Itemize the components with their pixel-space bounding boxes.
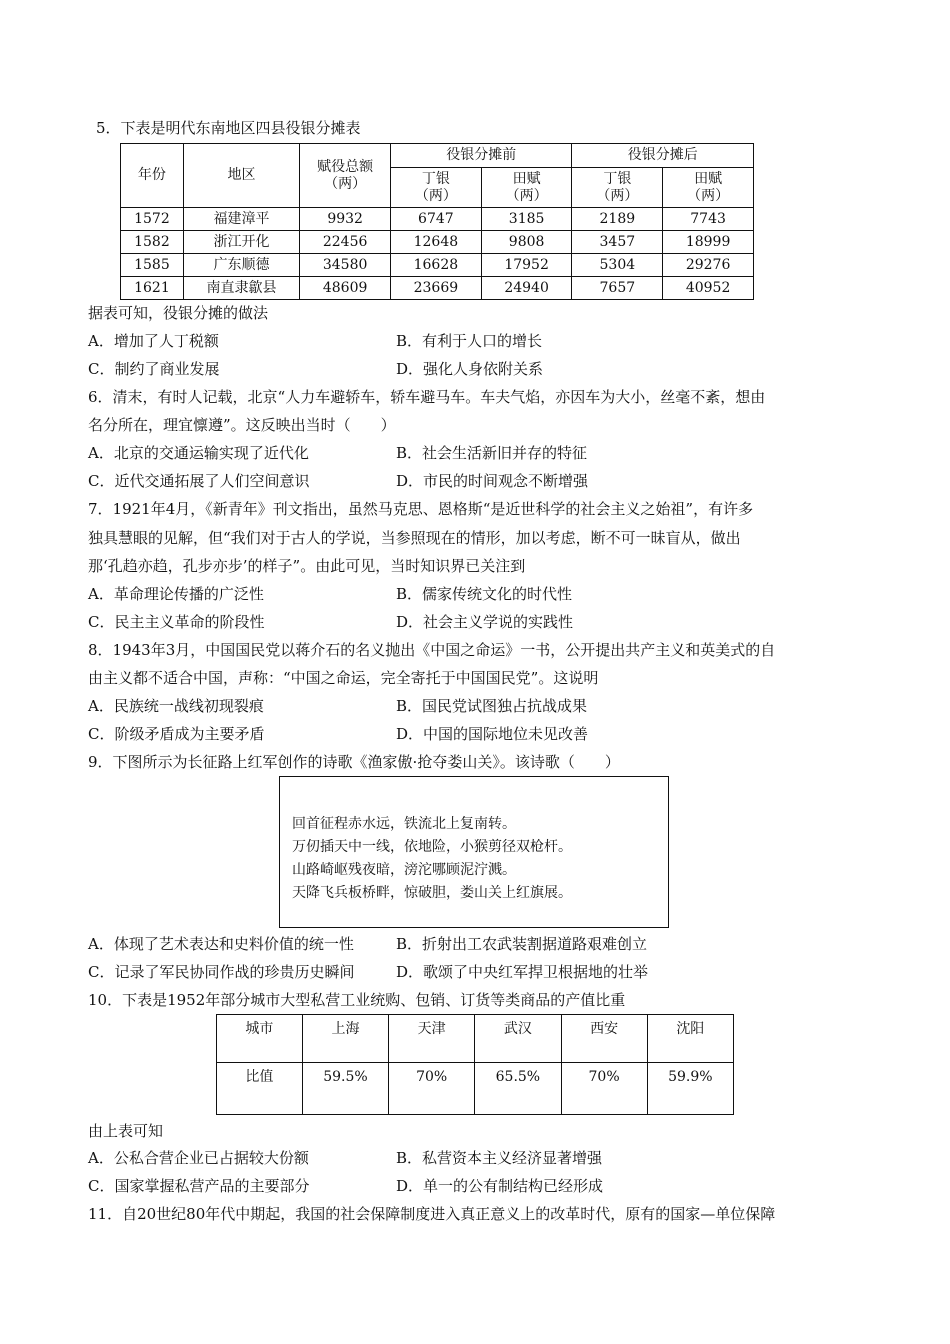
table-row <box>121 277 754 300</box>
q10-city: 天津 <box>389 1015 475 1063</box>
q5-cell-year: 1585 <box>121 254 184 277</box>
q5-cell-year: 1621 <box>121 277 184 300</box>
q10-value: 59.9% <box>647 1063 733 1115</box>
q8-stem-line2: 由主义都不适合中国，声称：“中国之命运，完全寄托于中国国民党”。这说明 <box>88 669 599 687</box>
q5-stem: 5．下表是明代东南地区四县役银分摊表 <box>96 119 361 137</box>
q5-cell-region: 浙江开化 <box>183 231 299 254</box>
q10-city: 西安 <box>561 1015 647 1063</box>
q5-header-before-tian <box>481 168 572 208</box>
q5-table <box>120 143 754 300</box>
q6-option-a: A．北京的交通运输实现了近代化 <box>88 444 309 462</box>
q8-stem-line1: 8．1943年3月，中国国民党以蒋介石的名义抛出《中国之命运》一书，公开提出共产主义和英美式的自 <box>88 641 776 659</box>
q10-option-b: B．私营资本主义经济显著增强 <box>396 1149 603 1167</box>
q10-city: 上海 <box>302 1015 388 1063</box>
q5-cell-total: 22456 <box>300 231 391 254</box>
table-row <box>121 231 754 254</box>
table-row <box>121 254 754 277</box>
q10-city: 沈阳 <box>647 1015 733 1063</box>
q7-stem-line2: 独具慧眼的见解，但“我们对于古人的学说，当参照现在的情形，加以考虑，断不可一昧盲从，做出 <box>88 529 741 547</box>
q10-option-d: D．单一的公有制结构已经形成 <box>396 1177 604 1195</box>
q6-option-b: B．社会生活新旧并存的特征 <box>396 444 588 462</box>
q5-header-after-tian <box>663 168 754 208</box>
q10-city: 武汉 <box>475 1015 561 1063</box>
q8-option-b: B．国民党试图独占抗战成果 <box>396 697 588 715</box>
q5-cell-before-tian: 3185 <box>481 208 572 231</box>
q5-option-b: B．有利于人口的增长 <box>396 332 543 350</box>
q11-stem-line1: 11．自20世纪80年代中期起，我国的社会保障制度进入真正意义上的改革时代，原有的国家—单位保障 <box>88 1205 776 1223</box>
q5-tian-label: 田赋 <box>694 170 723 187</box>
q5-header-total-label: 赋役总额 <box>317 158 374 175</box>
q5-cell-before-tian: 17952 <box>481 254 572 277</box>
q9-option-c: C．记录了军民协同作战的珍贵历史瞬间 <box>88 963 355 981</box>
q5-cell-region: 广东顺德 <box>183 254 299 277</box>
q5-unit-label: （两） <box>596 187 639 204</box>
q5-cell-region: 福建漳平 <box>183 208 299 231</box>
q7-option-b: B．儒家传统文化的时代性 <box>396 585 573 603</box>
q10-header-city: 城市 <box>217 1015 303 1063</box>
q9-option-b: B．折射出工农武装割据道路艰难创立 <box>396 935 648 953</box>
q7-stem-line3: 那‘孔趋亦趋，孔步亦步’的样子”。由此可见，当时知识界已关注到 <box>88 557 526 575</box>
q5-cell-before-ding: 12648 <box>391 231 482 254</box>
q5-cell-total: 9932 <box>300 208 391 231</box>
q5-header-after-ding <box>572 168 663 208</box>
q5-cell-after-tian: 7743 <box>663 208 754 231</box>
q10-stem: 10．下表是1952年部分城市大型私营工业统购、包销、订货等类商品的产值比重 <box>88 991 626 1009</box>
q5-option-c: C．制约了商业发展 <box>88 360 220 378</box>
q10-table <box>216 1014 734 1115</box>
q5-cell-total: 34580 <box>300 254 391 277</box>
q6-option-d: D．市民的时间观念不断增强 <box>396 472 589 490</box>
q5-header-before: 役银分摊前 <box>391 144 572 168</box>
q6-stem-line2: 名分所在，理宜懔遵”。这反映出当时（ ） <box>88 416 396 434</box>
q5-unit-label: （两） <box>505 187 548 204</box>
q5-header-total-unit: （两） <box>324 175 367 192</box>
q10-value: 70% <box>389 1063 475 1115</box>
q5-cell-after-tian: 40952 <box>663 277 754 300</box>
q5-cell-after-ding: 7657 <box>572 277 663 300</box>
q5-header-region: 地区 <box>183 144 299 208</box>
q5-cell-before-ding: 16628 <box>391 254 482 277</box>
q10-option-a: A．公私合营企业已占据较大份额 <box>88 1149 309 1167</box>
q5-tian-label: 田赋 <box>512 170 541 187</box>
q5-header-year: 年份 <box>121 144 184 208</box>
q6-option-c: C．近代交通拓展了人们空间意识 <box>88 472 310 490</box>
q5-option-a: A．增加了人丁税额 <box>88 332 219 350</box>
q5-cell-after-ding: 5304 <box>572 254 663 277</box>
q10-value: 70% <box>561 1063 647 1115</box>
q10-option-c: C．国家掌握私营产品的主要部分 <box>88 1177 310 1195</box>
table-row <box>217 1063 734 1115</box>
table-row <box>217 1015 734 1063</box>
q7-option-c: C．民主主义革命的阶段性 <box>88 613 265 631</box>
q9-stem: 9．下图所示为长征路上红军创作的诗歌《渔家傲·抢夺娄山关》。该诗歌（ ） <box>88 753 620 771</box>
q7-stem-line1: 7．1921年4月，《新青年》刊文指出，虽然马克思、恩格斯“是近世科学的社会主义之始祖”，有许多 <box>88 500 754 518</box>
q5-header-after: 役银分摊后 <box>572 144 754 168</box>
q5-header-total <box>300 144 391 208</box>
q5-unit-label: （两） <box>687 187 730 204</box>
q5-option-d: D．强化人身依附关系 <box>396 360 544 378</box>
q7-option-a: A．革命理论传播的广泛性 <box>88 585 264 603</box>
q5-cell-year: 1582 <box>121 231 184 254</box>
q10-value: 65.5% <box>475 1063 561 1115</box>
q10-lead: 由上表可知 <box>88 1122 164 1140</box>
q5-cell-before-tian: 24940 <box>481 277 572 300</box>
q5-cell-year: 1572 <box>121 208 184 231</box>
table-row <box>121 208 754 231</box>
q10-header-ratio: 比值 <box>217 1063 303 1115</box>
q6-stem-line1: 6．清末，有时人记载，北京“人力车避轿车，轿车避马车。车夫气焰，亦因车为大小，丝毫不紊，想由 <box>88 388 766 406</box>
q9-poem-line: 万仞插天中一线，依地险，小猴剪径双枪杆。 <box>292 839 572 855</box>
q9-poem-line: 天降飞兵板桥畔，惊破胆，娄山关上红旗展。 <box>292 885 572 901</box>
q5-cell-after-tian: 18999 <box>663 231 754 254</box>
q5-cell-before-tian: 9808 <box>481 231 572 254</box>
q9-poem-line: 山路崎岖残夜暗，滂沱哪顾泥泞溅。 <box>292 862 516 878</box>
q5-cell-before-ding: 6747 <box>391 208 482 231</box>
q5-cell-before-ding: 23669 <box>391 277 482 300</box>
q5-cell-after-ding: 3457 <box>572 231 663 254</box>
q7-option-d: D．社会主义学说的实践性 <box>396 613 574 631</box>
q5-cell-after-ding: 2189 <box>572 208 663 231</box>
q5-ding-label: 丁银 <box>421 170 450 187</box>
q9-poem-line: 回首征程赤水远，铁流北上复南转。 <box>292 816 516 832</box>
q5-cell-total: 48609 <box>300 277 391 300</box>
q5-ding-label: 丁银 <box>603 170 632 187</box>
q8-option-a: A．民族统一战线初现裂痕 <box>88 697 264 715</box>
q5-cell-after-tian: 29276 <box>663 254 754 277</box>
q5-header-before-ding <box>391 168 482 208</box>
q8-option-d: D．中国的国际地位未见改善 <box>396 725 589 743</box>
q8-option-c: C．阶级矛盾成为主要矛盾 <box>88 725 265 743</box>
q5-lead: 据表可知，役银分摊的做法 <box>88 304 269 322</box>
q9-poem-box <box>279 776 669 928</box>
q10-value: 59.5% <box>302 1063 388 1115</box>
q9-option-d: D．歌颂了中央红军捍卫根据地的壮举 <box>396 963 649 981</box>
q9-option-a: A．体现了艺术表达和史料价值的统一性 <box>88 935 354 953</box>
q5-unit-label: （两） <box>414 187 457 204</box>
q5-cell-region: 南直隶歙县 <box>183 277 299 300</box>
